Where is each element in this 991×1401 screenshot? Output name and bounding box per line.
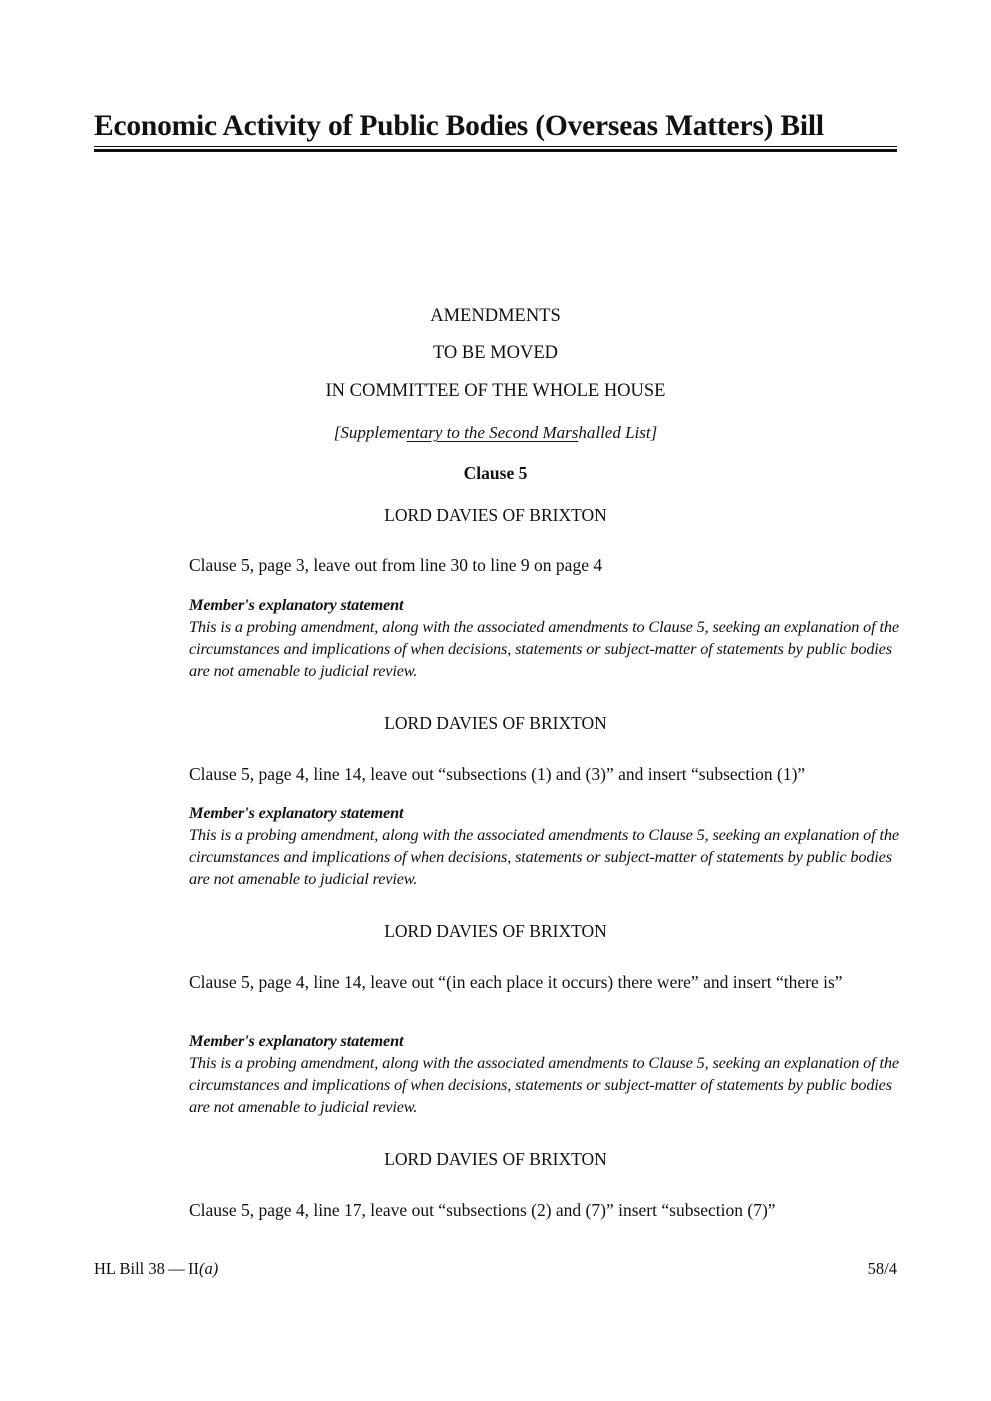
amendment-sponsor: LORD DAVIES OF BRIXTON [384,505,607,525]
explanatory-statement-label: Member's explanatory statement [189,595,404,614]
amendment-text: Clause 5, page 3, leave out from line 30 to line 9 on page 4 [189,555,603,575]
explanatory-statement-text: This is a probing amendment, along with the associated amendments to Clause 5, seeking an explanation of the circumstances and implications of when decisions, statements or subject-matter of statements by public bodies are not amenable to judicial review. [189,617,899,680]
heading-to-be-moved: TO BE MOVED [432,343,559,363]
page-reference: 58/4 [867,1259,897,1278]
title-rule-thick [94,149,897,152]
explanatory-statement [189,1030,901,1118]
explanatory-statement-label: Member's explanatory statement [189,1031,404,1050]
bill-reference-prefix: HL Bill 38 — II [94,1259,199,1278]
amendment-text: Clause 5, page 4, line 14, leave out “(in each place it occurs) there were” and insert “there is” [189,972,843,992]
amendment-sponsor: LORD DAVIES OF BRIXTON [384,1149,607,1169]
amendment-sponsor: LORD DAVIES OF BRIXTON [384,713,607,733]
supplementary-text-end: halled List] [578,423,658,442]
explanatory-statement-label: Member's explanatory statement [189,803,404,822]
bill-reference [94,1258,218,1280]
bill-title: Economic Activity of Public Bodies (Overseas Matters) Bill [94,110,824,142]
explanatory-statement [189,594,901,682]
explanatory-statement-text: This is a probing amendment, along with the associated amendments to Clause 5, seeking an explanation of the circumstances and implications of when decisions, statements or subject-matter of statements by public bodies are not amenable to judicial review. [189,1053,899,1116]
clause-heading: Clause 5 [463,463,528,483]
explanatory-statement-text: This is a probing amendment, along with the associated amendments to Clause 5, seeking an explanation of the circumstances and implications of when decisions, statements or subject-matter of statements by public bodies are not amenable to judicial review. [189,825,899,888]
explanatory-statement [189,802,901,890]
amendment-sponsor: LORD DAVIES OF BRIXTON [384,921,607,941]
amendment-text: Clause 5, page 4, line 17, leave out “subsections (2) and (7)” insert “subsection (7)” [189,1200,776,1220]
supplementary-note [0,421,991,445]
amendment-text: Clause 5, page 4, line 14, leave out “subsections (1) and (3)” and insert “subsection (1)” [189,764,806,784]
supplementary-text-start: [Suppleme [333,423,407,442]
supplementary-text-underlined: ntary to the Second Mars [406,423,579,442]
title-rule-thin [94,146,897,147]
heading-committee: IN COMMITTEE OF THE WHOLE HOUSE [325,381,666,401]
heading-amendments: AMENDMENTS [430,306,561,326]
bill-reference-suffix: (a) [199,1259,219,1278]
